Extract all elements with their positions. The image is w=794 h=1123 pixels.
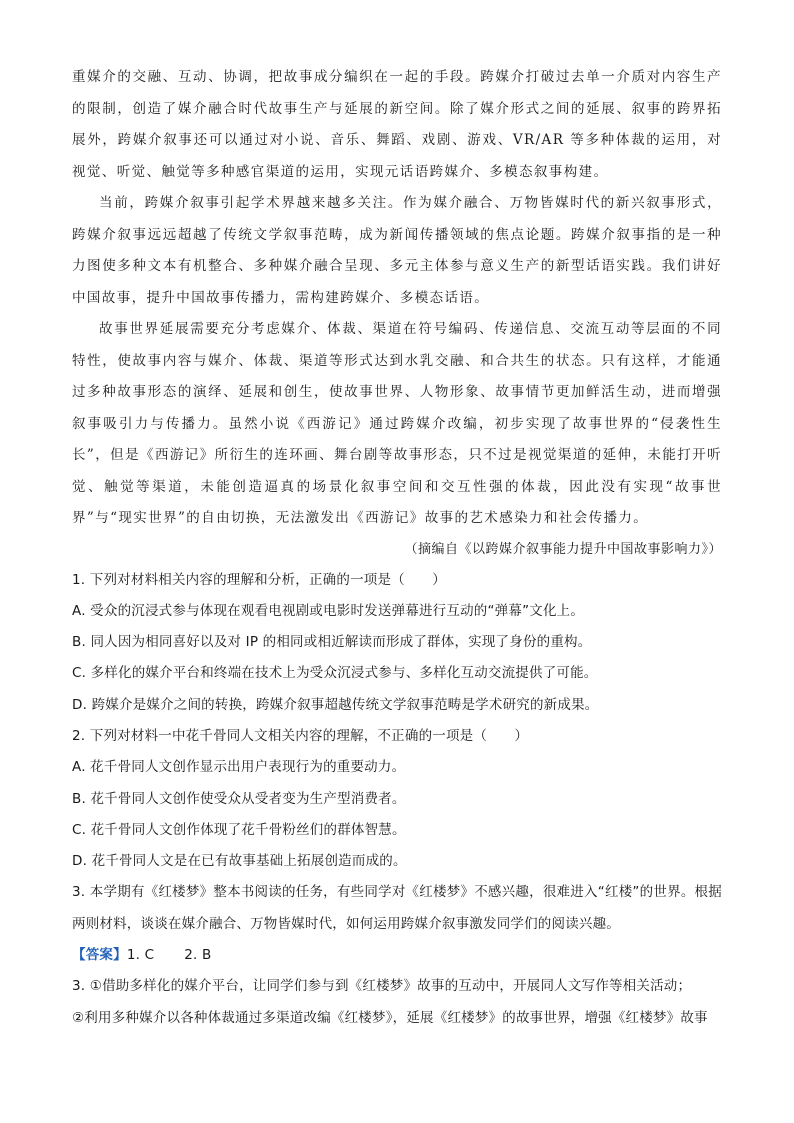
answer-2: 2. B	[184, 947, 212, 964]
passage-paragraph-3: 故事世界延展需要充分考虑媒介、体裁、渠道在符号编码、传递信息、交流互动等层面的不同特性，使故事内容与媒介、体裁、渠道等形式达到水乳交融、和合共生的状态。只有这样，才能通过多种故事形态的演绎、延展和创生，使故事世界、人物形象、故事情节更加鲜活生动，进而增强叙事吸引力与传播力。虽然小说《西游记》通过跨媒介改编，初步实现了故事世界的“侵袭性生长”，但是《西游记》所衍生的连环画、舞台剧等故事形态，只不过是视觉渠道的延伸，未能打开听觉、触觉等渠道，未能创造逼真的场景化叙事空间和交互性强的体裁，因此没有实现“故事世界”与“现实世界”的自由切换，无法激发出《西游记》故事的艺术感染力和社会传播力。	[72, 321, 722, 526]
question-1-option-b: B. 同人因为相同喜好以及对 IP 的相同或相近解读而形成了群体，实现了身份的重构。	[72, 634, 592, 651]
question-1-option-d: D. 跨媒介是媒介之间的转换，跨媒介叙事超越传统文学叙事范畴是学术研究的新成果。	[72, 696, 599, 713]
question-1-option-a: A. 受众的沉浸式参与体现在观看电视剧或电影时发送弹幕进行互动的“弹幕”文化上。	[72, 602, 585, 619]
question-1-option-c: C. 多样化的媒介平台和终端在技术上为受众沉浸式参与、多样化互动交流提供了可能。	[72, 665, 598, 682]
question-2-option-d: D. 花千骨同人文是在已有故事基础上拓展创造而成的。	[72, 853, 407, 870]
passage-paragraph-1: 重媒介的交融、互动、协调，把故事成分编织在一起的手段。跨媒介打破过去单一介质对内容生产的限制，创造了媒介融合时代故事生产与延展的新空间。除了媒介形式之间的延展、叙事的跨界拓展外，跨媒介叙事还可以通过对小说、音乐、舞蹈、戏剧、游戏、VR/AR 等多种体裁的运用，对视觉、听觉、触觉等多种感官渠道的运用，实现元话语跨媒介、多模态叙事构建。	[72, 69, 722, 180]
document-page	[72, 62, 722, 1034]
question-2-option-c: C. 花千骨同人文创作体现了花千骨粉丝们的群体智慧。	[72, 821, 406, 838]
answer-3-line-2: ②利用多种媒介以各种体裁通过多渠道改编《红楼梦》，延展《红楼梦》的故事世界，增强《红楼梦》故事	[72, 1009, 708, 1026]
answer-3-line-1: 3. ①借助多样化的媒介平台，让同学们参与到《红楼梦》故事的互动中，开展同人文写作等相关活动；	[72, 978, 692, 995]
question-1-stem: 1. 下列对材料相关内容的理解和分析，正确的一项是（ ）	[72, 571, 446, 588]
question-2-option-a: A. 花千骨同人文创作显示出用户表现行为的重要动力。	[72, 759, 406, 776]
question-2-stem: 2. 下列对材料一中花千骨同人文相关内容的理解，不正确的一项是（ ）	[72, 727, 529, 744]
answer-tag: 【答案】	[72, 947, 127, 964]
answer-1: 1. C	[126, 947, 155, 964]
answer-line	[72, 940, 722, 971]
question-3-stem: 3. 本学期有《红楼梦》整本书阅读的任务，有些同学对《红楼梦》不感兴趣，很难进入“红楼”的世界。根据两则材料，谈谈在媒介融合、万物皆媒时代，如何运用跨媒介叙事激发同学们的阅读兴趣。	[72, 884, 722, 932]
passage-paragraph-2: 当前，跨媒介叙事引起学术界越来越多关注。作为媒介融合、万物皆媒时代的新兴叙事形式，跨媒介叙事远远超越了传统文学叙事范畴，成为新闻传播领域的焦点论题。跨媒介叙事指的是一种力图使多种文本有机整合、多种媒介融合呈现、多元主体参与意义生产的新型话语实践。我们讲好中国故事，提升中国故事传播力，需构建跨媒介、多模态话语。	[72, 195, 722, 306]
question-2-option-b: B. 花千骨同人文创作使受众从受者变为生产型消费者。	[72, 790, 406, 807]
passage-source: （摘编自《以跨媒介叙事能力提升中国故事影响力》）	[404, 541, 722, 557]
